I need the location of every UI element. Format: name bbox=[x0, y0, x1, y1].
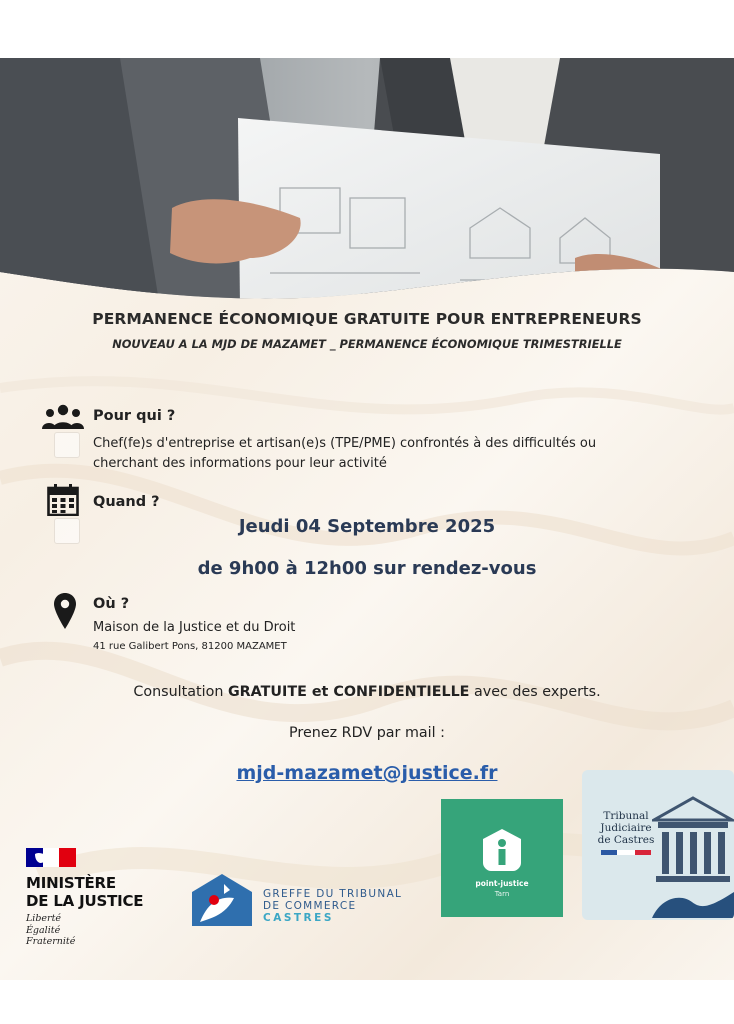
where-address: 41 rue Galibert Pons, 81200 MAZAMET bbox=[93, 641, 287, 652]
motto-fraternite: Fraternité bbox=[26, 936, 76, 947]
ministere-line2: DE LA JUSTICE bbox=[26, 892, 144, 910]
tribunal-judiciaire-logo bbox=[582, 770, 734, 920]
consultation-prefix: Consultation bbox=[133, 684, 224, 700]
marianne-flag-icon bbox=[26, 848, 76, 867]
point-justice-line2: Tarn bbox=[494, 890, 510, 898]
where-label: Où ? bbox=[93, 596, 130, 612]
calendar-icon bbox=[47, 484, 79, 516]
who-description-line2: cherchant des informations pour leur activité bbox=[93, 456, 387, 471]
who-description-line1: Chef(fe)s d'entreprise et artisan(e)s (TPE/PME) confrontés à des difficultés ou bbox=[93, 436, 597, 451]
poster bbox=[0, 58, 734, 980]
contact-prompt: Prenez RDV par mail : bbox=[289, 725, 445, 741]
point-justice-line1: point-justice bbox=[475, 879, 529, 888]
when-label: Quand ? bbox=[93, 494, 160, 510]
motto-liberte: Liberté bbox=[26, 913, 62, 924]
tribunal-line3: de Castres bbox=[597, 834, 655, 846]
greffe-line3-wrap bbox=[263, 912, 402, 924]
hero-photo bbox=[0, 58, 734, 308]
greffe-line2: DE COMMERCE bbox=[263, 900, 357, 912]
map-pin-icon bbox=[54, 593, 76, 629]
tribunal-line2: Judiciaire bbox=[600, 822, 652, 834]
courthouse-icon bbox=[652, 796, 734, 918]
tribunal-text bbox=[592, 810, 660, 846]
greffe-line3: CASTRES bbox=[263, 912, 334, 924]
page-subtitle: NOUVEAU A LA MJD DE MAZAMET _ PERMANENCE ÉCONOMIQUE TRIMESTRIELLE bbox=[112, 337, 622, 351]
people-group-icon bbox=[42, 404, 84, 430]
page-title: PERMANENCE ÉCONOMIQUE GRATUITE POUR ENTREPRENEURS bbox=[92, 310, 642, 328]
greffe-emblem-icon bbox=[190, 872, 254, 928]
where-place: Maison de la Justice et du Droit bbox=[93, 620, 296, 635]
email-link[interactable]: mjd-mazamet@justice.fr bbox=[236, 762, 498, 784]
tribunal-line1: Tribunal bbox=[603, 810, 649, 822]
tricolor-stripe-icon bbox=[601, 850, 651, 855]
who-label: Pour qui ? bbox=[93, 408, 176, 424]
consultation-text bbox=[0, 684, 734, 700]
event-date: Jeudi 04 Septembre 2025 bbox=[238, 516, 496, 537]
ministere-justice-logo bbox=[26, 848, 176, 968]
ministere-line1: MINISTÈRE bbox=[26, 874, 116, 892]
point-justice-emblem-icon bbox=[483, 829, 521, 871]
greffe-line1: GREFFE DU TRIBUNAL bbox=[263, 888, 403, 900]
consultation-bold: GRATUITE et CONFIDENTIELLE bbox=[227, 684, 470, 700]
consultation-suffix: avec des experts. bbox=[474, 684, 601, 700]
event-hours: de 9h00 à 12h00 sur rendez-vous bbox=[197, 558, 537, 579]
motto-egalite: Égalité bbox=[26, 924, 61, 936]
checkbox-placeholder bbox=[54, 432, 80, 458]
greffe-tribunal-commerce-logo bbox=[190, 872, 430, 932]
point-justice-logo bbox=[441, 799, 563, 917]
